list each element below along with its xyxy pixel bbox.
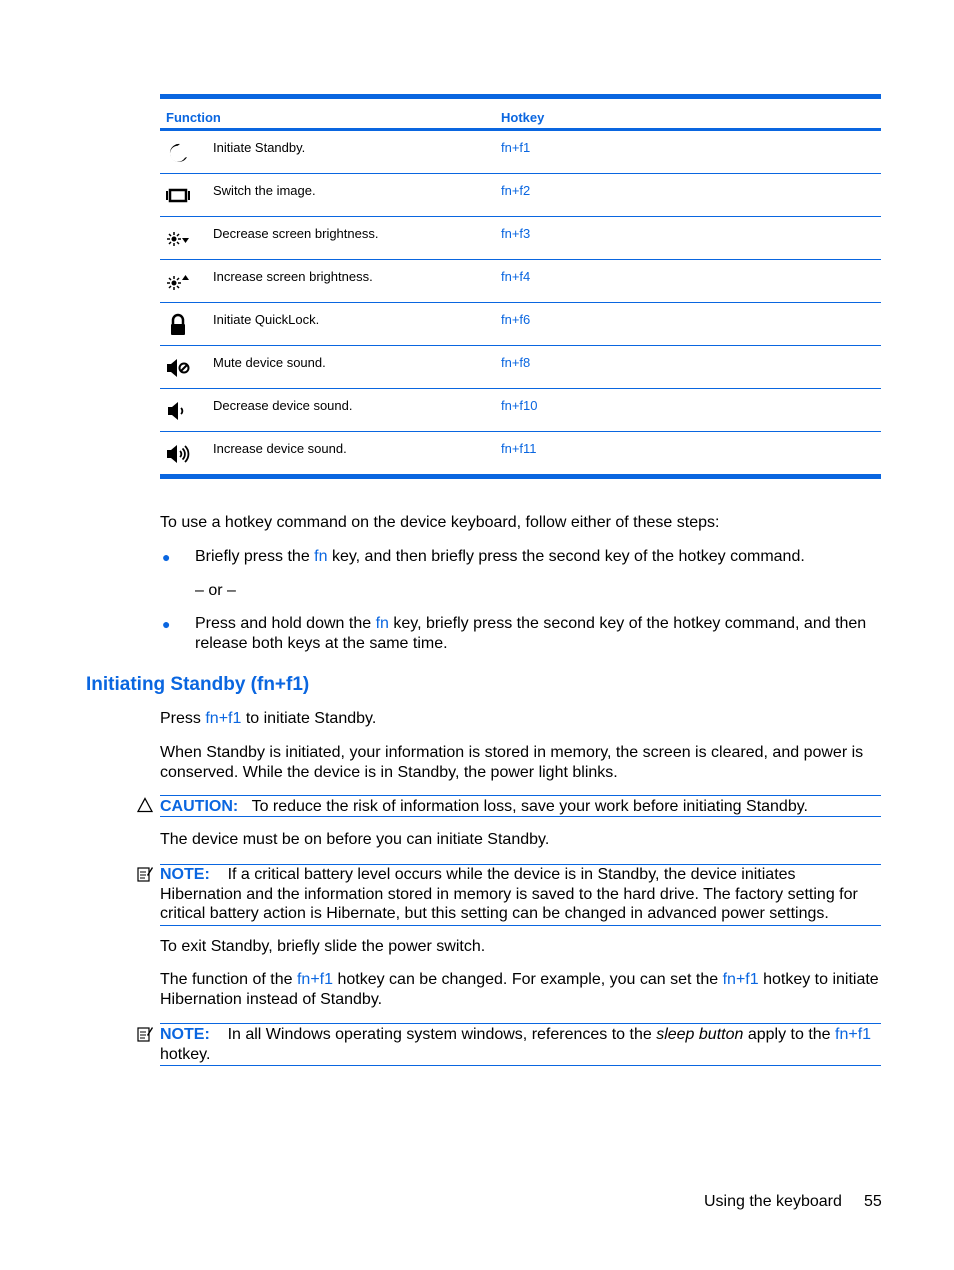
page-number: 55 (864, 1193, 882, 1210)
caution-label: CAUTION: (160, 798, 239, 815)
hotkey-value: fn+f1 (501, 140, 531, 155)
hotkey-value: fn+f11 (501, 441, 537, 456)
table-row (160, 217, 881, 260)
section-heading: Initiating Standby (fn+f1) (86, 674, 310, 695)
hotkey-value: fn+f10 (501, 398, 538, 413)
function-label: Initiate QuickLock. (213, 312, 320, 327)
function-paragraph: The function of the fn+f1 hotkey can be changed. For example, you can set the fn+f1 hotkey to initiate Hibernation instead of Standby. (160, 971, 879, 1008)
hotkey-value: fn+f6 (501, 312, 531, 327)
table-row (160, 260, 881, 303)
intro-paragraph: To use a hotkey command on the device keyboard, follow either of these steps: (160, 514, 720, 531)
col-function-header: Function (166, 110, 221, 125)
press-paragraph: Press fn+f1 to initiate Standby. (160, 710, 377, 727)
must-paragraph: The device must be on before you can initiate Standby. (160, 831, 550, 848)
bullet-item-2: Press and hold down the fn key, briefly press the second key of the hotkey command, and then release both keys at the same time. (195, 615, 867, 652)
table-row (160, 346, 881, 389)
function-label: Switch the image. (213, 183, 316, 198)
volume-up-icon (166, 442, 190, 466)
note-icon (137, 1026, 153, 1042)
table-row (160, 389, 881, 432)
function-label: Initiate Standby. (213, 140, 306, 155)
caution-box (160, 795, 881, 817)
note-text: If a critical battery level occurs while the device is in Standby, the device initiates Hibernation and the information stored in memory is saved to the hard drive. The factory setting for critical battery action is Hibernate, but this setting can be changed in advanced power settings. (160, 866, 858, 922)
brightness-down-icon (166, 227, 190, 251)
hotkey-value: fn+f8 (501, 355, 531, 370)
function-label: Decrease device sound. (213, 398, 353, 413)
function-label: Mute device sound. (213, 355, 326, 370)
hotkey-table (160, 94, 881, 479)
brightness-up-icon (166, 270, 190, 294)
hotkey-value: fn+f4 (501, 269, 531, 284)
function-label: Increase screen brightness. (213, 269, 373, 284)
table-header (160, 99, 881, 131)
col-hotkey-header: Hotkey (501, 110, 545, 125)
bullet-icon: ● (162, 549, 171, 565)
note-box (160, 864, 881, 926)
table-row (160, 303, 881, 346)
exit-paragraph: To exit Standby, briefly slide the power switch. (160, 938, 486, 955)
note-box: NOTE: In all Windows operating system windows, references to the sleep button apply to the fn+f1 hotkey. (160, 1023, 881, 1066)
sleep-button-term: sleep button (656, 1026, 744, 1043)
footer-section: Using the keyboard (704, 1193, 842, 1210)
bullet-item-1: Briefly press the fn key, and then briefly press the second key of the hotkey command. (195, 548, 805, 565)
when-paragraph: When Standby is initiated, your information is stored in memory, the screen is cleared, and power is conserved. While the device is in Standby, the power light blinks. (160, 744, 864, 781)
function-label: Decrease screen brightness. (213, 226, 379, 241)
moon-icon (166, 141, 190, 165)
table-row (160, 131, 881, 174)
fn-key-link: fn (375, 615, 389, 632)
hotkey-value: fn+f3 (501, 226, 531, 241)
note-label: NOTE: (160, 1026, 210, 1043)
caution-text: To reduce the risk of information loss, save your work before initiating Standby. (251, 798, 808, 815)
mute-icon (166, 356, 190, 380)
caution-icon (137, 797, 153, 813)
or-separator: – or – (195, 582, 236, 599)
bullet-icon: ● (162, 616, 171, 632)
fn-key-link: fn (314, 548, 328, 565)
note-label: NOTE: (160, 866, 210, 883)
switch-image-icon (166, 184, 190, 208)
lock-icon (166, 313, 190, 337)
note-icon (137, 866, 153, 882)
table-row (160, 174, 881, 217)
function-label: Increase device sound. (213, 441, 347, 456)
table-row (160, 432, 881, 475)
volume-down-icon (166, 399, 190, 423)
hotkey-value: fn+f2 (501, 183, 531, 198)
